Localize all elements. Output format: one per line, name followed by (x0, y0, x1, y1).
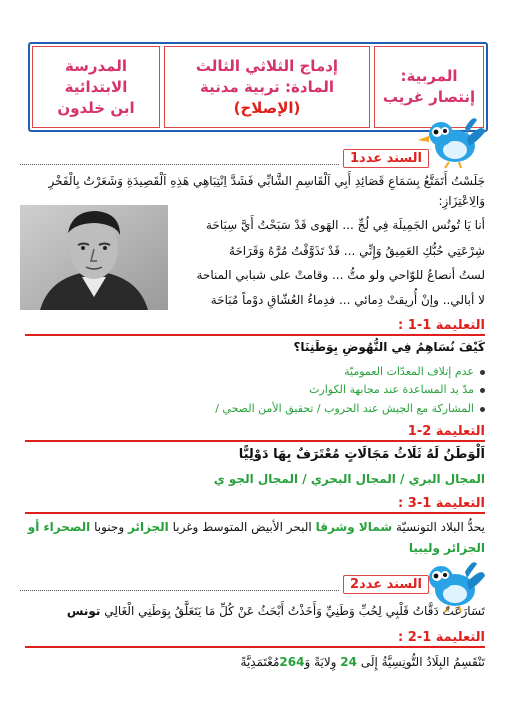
subject-title: المادة: تربية مدنية (199, 77, 335, 96)
bullet-icon (480, 407, 485, 412)
instruction-2-1-answer: تَنْقَسِمُ البِلَادُ التُّونِسِيَّةُ إِلَى 24 وِلايَةً وَ264مُعْتَمَدِيَّةً (240, 655, 485, 669)
instruction-1-1-title: التعليمة 1-1 : (25, 318, 485, 336)
subject-cell (164, 46, 370, 128)
teacher-name: إنتصار غريب (382, 88, 476, 106)
school-name: ابن خلدون (57, 98, 135, 117)
subject-note: (الإصلاح) (233, 98, 301, 117)
dotted-line (20, 164, 339, 165)
instruction-1-2-title: التعليمة 2-1 (25, 424, 485, 442)
instruction-1-2-answer: المجال البري / المجال البحري / المجال الجو ي (213, 472, 485, 486)
poem-line-4: لا أبالي.. وإنْ أُريقتْ دِمائي ... فدِماءُ العُشّاقِ دوْماً مُبَاحَة (210, 293, 485, 307)
dotted-line (20, 590, 339, 591)
instruction-1-3-title: التعليمة 1-3 : (25, 496, 485, 514)
bullet-icon (480, 388, 485, 393)
poem-line-3: لستُ أنصاعُ للوّاحي ولو متُّ ... وقامتْ على شبابي المناحة (196, 268, 485, 282)
school-cell (32, 46, 160, 128)
poet-portrait-image (20, 205, 168, 310)
answer-list-item: عدم إتلاف المعدّات العموميّة (344, 365, 485, 378)
teacher-label: المربية: (400, 67, 458, 85)
instruction-1-1-question: كَيْفَ نُسَاهِمُ فِي النُّهُوضِ بِوَطَنِنَا؟ (293, 340, 485, 354)
answer-list-item: المشاركة مع الجيش عند الحروب / تحقيق الأمن الصحي / (215, 402, 485, 415)
bullet-icon (480, 370, 485, 375)
answer-list-item: مدّ يد المساعدة عند مجابهة الكوارث (309, 383, 485, 396)
document-1-label: السند عدد1 (343, 149, 429, 168)
school-label: المدرسة الابتدائية (64, 56, 128, 96)
poem-line-1: أنا يَا تُونُس الجَمِيلَة فِي لُجِّ ... الهَوى قَدْ سَبَحْتُ أَيَّ سِبَاحَة (205, 218, 485, 232)
document-1-intro-end: وَالِاعْتِزَازِ: (438, 194, 485, 208)
instruction-1-2-question: اَلْوَطَنُ لَهُ ثَلَاثُ مَجَالَاتٍ مُعْتَرَفٌ بِهَا دَوْلِيًّا (238, 447, 485, 462)
document-2-text: تَسَارَعَتْ دَقَّاتُ قَلْبِي لِحُبِّ وَطَنِيِّ وَأَخَذْتُ أَبْحَثُ عَنْ كُلِّ مَا يَتَعَلَّقُ بِوَطَنِي الْغَالِي تونس (66, 604, 485, 618)
instruction-1-3-answer-end: الجزائر وليبيا (408, 541, 485, 555)
poem-line-2: شِرْعَتِي حُبُّكِ العَمِيقُ وَإِنِّي ... قَدْ تَذَوَّقْتُ مُرَّهُ وَقَرَاحَهُ (228, 244, 485, 258)
instruction-2-1-title: التعليمة 1-2 : (25, 630, 485, 648)
instruction-1-3-answer: يحدُّ البلاد التونسيّة شمالا وشرقا البحر الأبيض المتوسط وغربا الجزائر وجنوبا الصحراء أو (27, 520, 485, 534)
level-title: إدماج الثلاثي الثالث (195, 56, 339, 75)
document-1-intro: جَلَسْتُ أَتَمَتَّعُ بِسَمَاعِ قَصَائِدِ أَبِي اَلْقَاسِمِ الشَّابِّي فَشَدَّ اِنْتِبَاهِي هَذِهِ اَلْقَصِيدَةِ وَشَعَرْتُ بِالْفَخْرِ (48, 174, 485, 188)
document-2-label: السند عدد2 (343, 575, 429, 594)
